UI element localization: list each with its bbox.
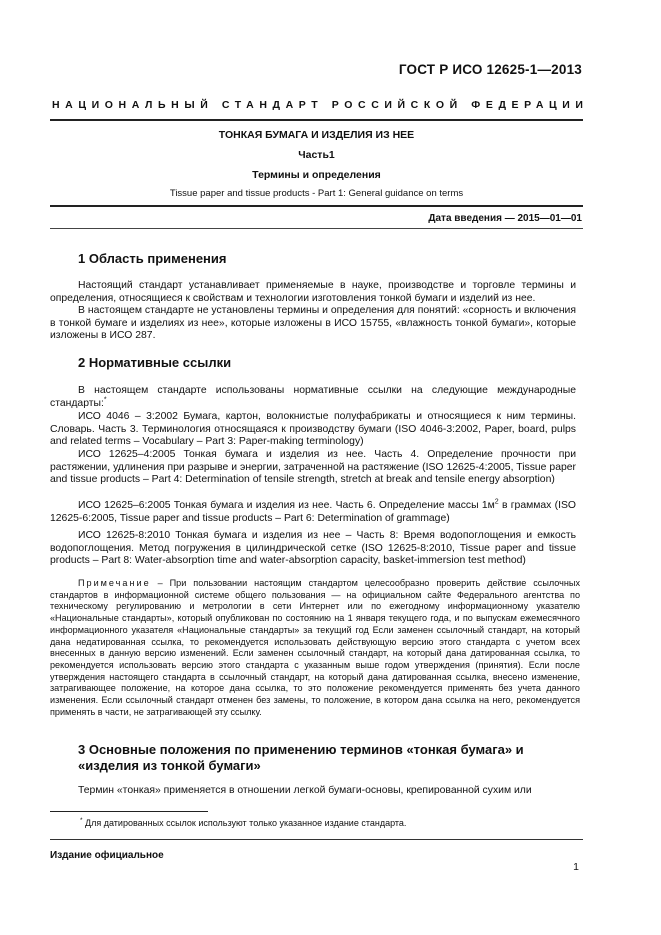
footnote	[80, 818, 406, 828]
note-text: – При пользовании настоящим стандартом целесообразно проверить действие ссылочных стандартов в информационной системе общего пользования — на официальном сайте Федерального агентства по техническому регулированию и метрологии в сети Интернет или по ежегодному информационному указателю «Национальные стандарты», который опубликован по состоянию на 1 января текущего года, и по выпускам ежемесячного информационного указателя «Национальные стандарты» за текущий год Если заменен ссылочный стандарт, на который дана недатированная ссылка, то рекомендуется использовать действующую версию этого стандарта с учетом всех внесенных в данную версию изменений. Если заменен ссылочный стандарт, на который дана датированная ссылка, то рекомендуется использовать версию этого стандарта с указанным выше годом утверждения (принятия). Если после утверждения настоящего стандарта в ссылочный стандарт, на который дана датированная ссылка, внесено изменение, затрагивающее положение, на которое дана ссылка, то это положение рекомендуется применять без учета данного изменения. Если ссылочный стандарт отменен без замены, то положение, в котором дана ссылка на него, рекомендуется применять в части, не затрагивающей эту ссылку.	[50, 578, 580, 717]
page-number: 1	[573, 861, 579, 873]
footer-divider	[50, 839, 583, 840]
footnote-divider	[50, 811, 208, 812]
document-title: ТОНКАЯ БУМАГА И ИЗДЕЛИЯ ИЗ НЕЕ	[218, 129, 415, 141]
official-edition-label: Издание официальное	[50, 850, 164, 861]
document-part: Часть1	[298, 149, 335, 161]
reference-iso-4046: ИСО 4046 – 3:2002 Бумага, картон, волокнистые полуфабрикаты и относящиеся к ним термины. Словарь. Часть 3. Терминология относящаяся к производству бумаги (ISO 4046-3:2002, Paper, board, pulps and related terms – Vocabulary – Part 3: Paper-making terminology)	[50, 411, 576, 448]
section-1-heading: 1 Область применения	[78, 251, 227, 266]
footnote-text: Для датированных ссылок используют только указанное издание стандарта.	[82, 818, 407, 828]
title-divider	[50, 205, 583, 207]
note-label: Примечание	[78, 578, 151, 588]
footnote-marker: *	[80, 817, 83, 824]
section-2-heading: 2 Нормативные ссылки	[78, 355, 232, 370]
english-title: Tissue paper and tissue products - Part 1: General guidance on terms	[169, 188, 464, 199]
section-3-heading-line-2: «изделия из тонкой бумаги»	[78, 758, 261, 773]
section-1-paragraph-2: В настоящем стандарте не установлены термины и определения для понятий: «сорность и включения в тонкой бумаге и изделиях из нее», которые изложены в ИСО 15755, «влажность тонкой бумаги», которые изложены в ИСО 287.	[50, 305, 576, 342]
reference-iso-12625-4: ИСО 12625–4:2005 Тонкая бумага и изделия из нее. Часть 4. Определение прочности при растяжении, удлинения при разрыве и энергии, затраченной на растяжение (ISO 12625-4:2005, Tissue paper and tissue products – Part 4: Determination of tensile strength, stretch at break and tensile energy absorption)	[50, 449, 576, 486]
reference-iso-12625-6	[50, 500, 576, 525]
introduction-date: Дата введения — 2015—01—01	[428, 213, 582, 224]
section-3-heading	[78, 742, 578, 774]
section-3-heading-line-1: 3 Основные положения по применению терминов «тонкая бумага» и	[78, 742, 524, 757]
reference-iso-12625-8: ИСО 12625-8:2010 Тонкая бумага и изделия из нее – Часть 8: Время водопоглощения и емкость водопоглощения. Метод погружения в цилиндрической сетке (ISO 12625-8:2010, Tissue paper and tissue products – Part 8: Water-absorption time and water-absorption capacity, basket-immersion test method)	[50, 530, 576, 567]
section-2-intro	[50, 385, 576, 410]
national-standard-heading: НАЦИОНАЛЬНЫЙ СТАНДАРТ РОССИЙСКОЙ ФЕДЕРАЦИИ	[52, 99, 589, 111]
section-1-paragraph-1: Настоящий стандарт устанавливает применяемые в науке, производстве и торговле термины и определения, относящиеся к свойствам и технологии изготовления тонкой бумаги и изделий из нее.	[50, 280, 576, 304]
reference-iso-12625-6-part-b: в граммах (ISO 12625-6:2005, Tissue paper and tissue products – Part 6: Determination of grammage)	[50, 500, 576, 524]
section-3-paragraph-1: Термин «тонкая» применяется в отношении легкой бумаги-основы, крепированной сухим или	[78, 785, 532, 796]
footnote-marker: *	[103, 396, 107, 404]
reference-iso-12625-6-part-a: ИСО 12625–6:2005 Тонкая бумага и изделия из нее. Часть 6. Определение массы 1м	[78, 500, 495, 511]
top-divider	[50, 119, 583, 121]
normative-note	[50, 578, 580, 718]
document-subtitle: Термины и определения	[252, 169, 381, 181]
superscript-2: 2	[494, 498, 499, 506]
date-divider	[50, 228, 583, 229]
section-2-intro-text: В настоящем стандарте использованы нормативные ссылки на следующие международные стандарты:	[50, 385, 576, 409]
standard-id: ГОСТ Р ИСО 12625-1—2013	[398, 62, 582, 77]
